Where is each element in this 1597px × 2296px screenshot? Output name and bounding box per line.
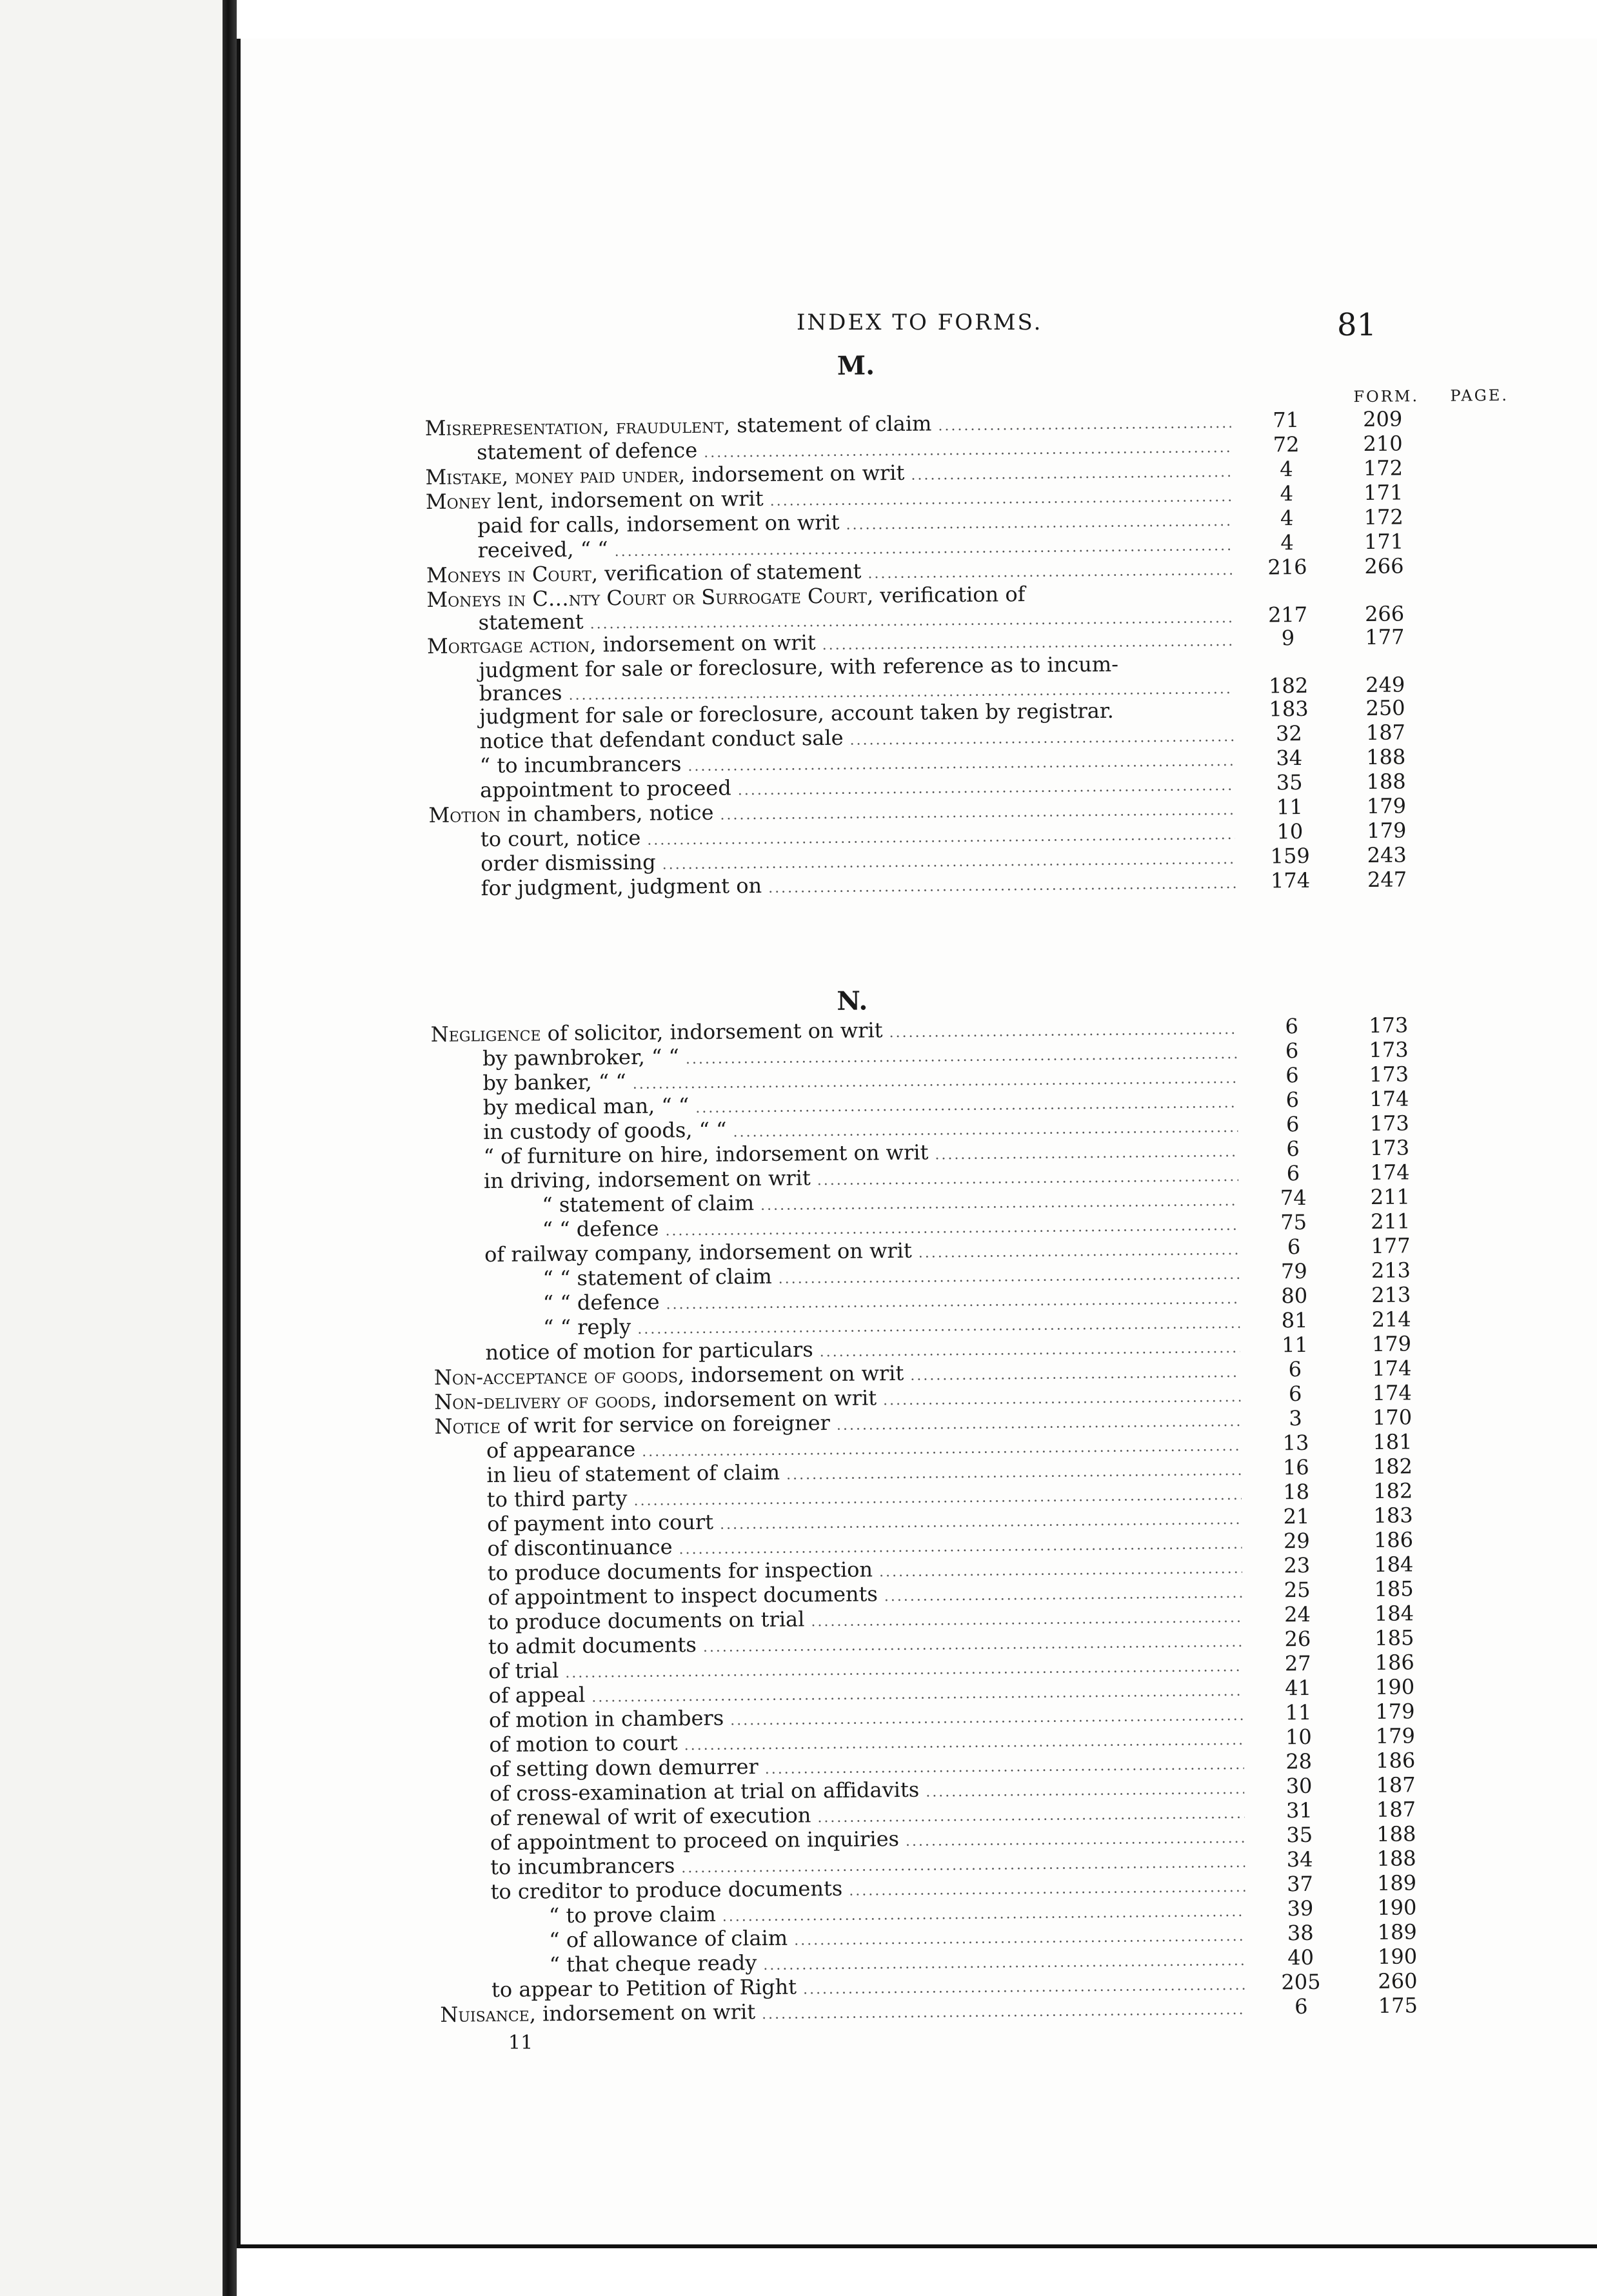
form-number: 159 bbox=[1270, 843, 1310, 869]
entry-description: to produce documents for inspection bbox=[487, 1557, 873, 1586]
entry-description: of appointment to proceed on inquiries bbox=[490, 1826, 900, 1856]
entry-heading: Moneys in C…nty Court or Surrogate Court, bbox=[426, 583, 874, 612]
form-number: 6 bbox=[1288, 1381, 1302, 1407]
page-reference: 186 bbox=[1375, 1748, 1416, 1773]
page-reference: 181 bbox=[1373, 1429, 1413, 1454]
entry-description: “ to incumbrancers bbox=[479, 751, 682, 778]
form-number: 9 bbox=[1281, 626, 1295, 651]
entry-text bbox=[431, 1140, 928, 1169]
entry-text bbox=[435, 1486, 628, 1512]
entry-heading: Mortgage action, bbox=[426, 632, 597, 658]
entry-text bbox=[435, 1460, 780, 1488]
page-reference: 247 bbox=[1367, 867, 1407, 892]
form-number: 11 bbox=[1276, 794, 1304, 820]
entry-description: to creditor to produce documents bbox=[490, 1875, 843, 1905]
dot-leader bbox=[884, 1581, 1243, 1609]
entry-heading: Money bbox=[425, 489, 491, 514]
entry-description: indorsement on writ bbox=[684, 1360, 904, 1388]
page-reference: 266 bbox=[1364, 601, 1405, 626]
entry-text bbox=[428, 751, 682, 778]
form-number: 13 bbox=[1282, 1430, 1309, 1456]
form-number: 34 bbox=[1276, 745, 1303, 771]
signature-mark: 11 bbox=[508, 2032, 533, 2054]
dot-leader bbox=[1118, 670, 1240, 671]
entry-text bbox=[436, 1581, 878, 1610]
entry-description: to appear to Petition of Right bbox=[491, 1974, 797, 2003]
page-reference: 179 bbox=[1367, 818, 1407, 843]
entry-description: of motion in chambers bbox=[488, 1705, 724, 1733]
entry-description: “ statement of claim bbox=[542, 1191, 755, 1218]
book-spine bbox=[223, 0, 237, 2296]
entry-text bbox=[437, 1706, 724, 1733]
entry-text bbox=[426, 510, 840, 539]
form-number: 3 bbox=[1289, 1405, 1302, 1431]
entry-text bbox=[435, 1510, 713, 1537]
entry-text bbox=[428, 682, 562, 705]
entry-text bbox=[432, 1191, 754, 1218]
entry-description: “ “ defence bbox=[542, 1289, 660, 1316]
entry-text bbox=[433, 1238, 912, 1267]
form-number: 26 bbox=[1284, 1626, 1311, 1652]
entry-description: statement of defence bbox=[476, 437, 698, 465]
page-title: INDEX TO FORMS. bbox=[797, 310, 1043, 335]
dot-leader bbox=[849, 725, 1234, 753]
page-reference: 173 bbox=[1369, 1111, 1409, 1136]
entry-description: by medical man, “ “ bbox=[482, 1093, 689, 1120]
entry-text bbox=[427, 630, 816, 658]
entry-description: verification of statement bbox=[597, 559, 862, 586]
page-reference: 182 bbox=[1373, 1478, 1413, 1503]
entry-text bbox=[427, 611, 584, 634]
entry-text bbox=[435, 1534, 672, 1561]
form-number: 4 bbox=[1280, 481, 1294, 506]
page-reference: 184 bbox=[1374, 1601, 1414, 1626]
page-reference: 172 bbox=[1364, 504, 1404, 530]
form-number: 27 bbox=[1284, 1650, 1311, 1676]
entry-description: to court, notice bbox=[480, 825, 641, 852]
entry-text bbox=[435, 1437, 636, 1463]
entry-text bbox=[428, 726, 843, 754]
form-number: 23 bbox=[1284, 1552, 1311, 1578]
dot-leader bbox=[811, 1606, 1242, 1634]
form-number: 6 bbox=[1285, 1063, 1299, 1088]
entry-text bbox=[431, 1044, 679, 1071]
page-reference: 177 bbox=[1371, 1233, 1411, 1258]
entry-description: “ that cheque ready bbox=[549, 1950, 757, 1977]
entry-description: of appearance bbox=[486, 1436, 636, 1463]
page-reference: 189 bbox=[1377, 1919, 1417, 1945]
page-reference: 266 bbox=[1364, 553, 1404, 579]
entry-text bbox=[432, 1165, 811, 1194]
page-reference: 170 bbox=[1372, 1405, 1413, 1430]
entry-description: of appeal bbox=[488, 1682, 586, 1708]
form-number: 217 bbox=[1267, 602, 1308, 628]
entry-heading: Mistake, money paid under, bbox=[425, 462, 686, 490]
form-number: 40 bbox=[1287, 1945, 1314, 1970]
entry-description: to incumbrancers bbox=[490, 1853, 675, 1880]
entry-description: for judgment, judgment on bbox=[481, 873, 762, 901]
entry-description: verification of bbox=[873, 582, 1026, 608]
dot-leader bbox=[883, 1385, 1241, 1413]
entry-description: in chambers, notice bbox=[500, 800, 714, 827]
entry-description: to admit documents bbox=[488, 1632, 697, 1659]
entry-text bbox=[425, 460, 904, 490]
entry-text bbox=[438, 1754, 759, 1782]
page-reference: 173 bbox=[1369, 1062, 1409, 1087]
entry-text bbox=[438, 1803, 811, 1831]
dot-leader bbox=[817, 1165, 1239, 1193]
form-number: 74 bbox=[1280, 1185, 1307, 1211]
entry-text bbox=[425, 411, 932, 440]
entry-text bbox=[437, 1658, 559, 1684]
entry-heading: Motion bbox=[428, 802, 501, 827]
entry-text bbox=[439, 1826, 899, 1856]
form-number: 38 bbox=[1287, 1920, 1314, 1946]
entry-description: in driving, indorsement on writ bbox=[483, 1165, 811, 1194]
entry-text bbox=[431, 1118, 727, 1145]
form-number: 81 bbox=[1281, 1307, 1308, 1333]
entry-description: “ “ defence bbox=[542, 1216, 659, 1242]
entry-text bbox=[440, 1999, 755, 2027]
entry-text bbox=[431, 1093, 689, 1120]
entry-description: judgment for sale or foreclosure, account taken by registrar. bbox=[479, 698, 1114, 729]
page-reference: 182 bbox=[1373, 1454, 1413, 1479]
page-reference: 187 bbox=[1365, 720, 1406, 745]
form-number: 6 bbox=[1285, 1112, 1300, 1137]
form-number: 6 bbox=[1294, 1994, 1308, 2019]
entry-description: brances bbox=[479, 680, 562, 706]
entry-text bbox=[433, 1264, 772, 1292]
page-reference: 188 bbox=[1376, 1846, 1416, 1871]
page-reference: 173 bbox=[1369, 1037, 1409, 1062]
form-number: 80 bbox=[1281, 1283, 1308, 1309]
entry-description: of solicitor, indorsement on writ bbox=[541, 1018, 883, 1046]
entry-description: lent, indorsement on writ bbox=[490, 486, 764, 513]
entry-description: to third party bbox=[486, 1486, 628, 1512]
entry-description: indorsement on writ bbox=[535, 1999, 756, 2026]
entry-text bbox=[433, 1290, 660, 1316]
page-reference: 174 bbox=[1369, 1086, 1409, 1111]
form-number: 6 bbox=[1286, 1136, 1300, 1162]
entry-description: of discontinuance bbox=[487, 1534, 673, 1561]
form-number: 182 bbox=[1268, 673, 1309, 698]
entry-text bbox=[434, 1410, 830, 1439]
entry-text bbox=[440, 1975, 797, 2003]
page-reference: 187 bbox=[1376, 1772, 1416, 1797]
entry-text bbox=[439, 1876, 842, 1905]
page-reference: 186 bbox=[1374, 1650, 1414, 1675]
entry-text bbox=[428, 775, 731, 803]
entry-description: in custody of goods, “ “ bbox=[483, 1117, 727, 1145]
entry-description: “ of allowance of claim bbox=[549, 1925, 788, 1953]
entry-description: by banker, “ “ bbox=[482, 1069, 626, 1096]
section-m bbox=[425, 406, 1436, 901]
entry-text bbox=[433, 1337, 813, 1365]
form-number: 29 bbox=[1283, 1528, 1310, 1554]
entry-text bbox=[439, 1902, 716, 1929]
entry-description: “ of furniture on hire, indorsement on writ bbox=[483, 1140, 929, 1169]
page-reference: 214 bbox=[1371, 1307, 1411, 1332]
entry-description: judgment for sale or foreclosure, with reference as to incum- bbox=[479, 651, 1119, 683]
entry-heading: Notice bbox=[434, 1413, 501, 1439]
entry-description: by pawnbroker, “ “ bbox=[482, 1044, 680, 1071]
entry-description: of trial bbox=[488, 1658, 559, 1684]
entry-heading: Non-acceptance of goods, bbox=[433, 1363, 685, 1390]
page-reference: 174 bbox=[1372, 1356, 1412, 1381]
dot-leader bbox=[926, 1777, 1244, 1805]
page-reference: 260 bbox=[1378, 1968, 1418, 1994]
dot-leader bbox=[918, 1238, 1240, 1266]
dot-leader bbox=[911, 460, 1231, 488]
form-number: 216 bbox=[1267, 554, 1307, 580]
page-reference: 188 bbox=[1366, 769, 1406, 794]
entry-text bbox=[426, 559, 862, 587]
column-head-page: PAGE. bbox=[1450, 386, 1509, 405]
page-reference: 210 bbox=[1363, 431, 1403, 457]
page-reference: 177 bbox=[1365, 624, 1405, 649]
entry-text bbox=[431, 1018, 883, 1047]
form-number: 32 bbox=[1275, 720, 1302, 746]
page-reference: 188 bbox=[1366, 744, 1406, 769]
form-number: 11 bbox=[1281, 1332, 1309, 1358]
page-reference: 174 bbox=[1372, 1380, 1412, 1405]
entry-heading: Moneys in Court, bbox=[426, 561, 599, 588]
form-number: 75 bbox=[1280, 1209, 1307, 1235]
entry-text bbox=[433, 1314, 631, 1341]
section-n bbox=[431, 1013, 1447, 2027]
page-reference: 171 bbox=[1364, 529, 1404, 555]
page-reference: 213 bbox=[1371, 1258, 1411, 1283]
entry-description: of setting down demurrer bbox=[489, 1754, 759, 1782]
form-number: 71 bbox=[1273, 407, 1300, 433]
entry-text bbox=[433, 1216, 659, 1243]
form-number: 6 bbox=[1287, 1234, 1301, 1260]
page-reference: 174 bbox=[1370, 1160, 1410, 1185]
entry-description: of renewal of writ of execution bbox=[490, 1803, 811, 1831]
dot-leader bbox=[906, 1826, 1245, 1854]
entry-description: notice that defendant conduct sale bbox=[479, 725, 844, 754]
form-number: 174 bbox=[1270, 867, 1311, 893]
form-number: 24 bbox=[1284, 1601, 1311, 1627]
page-reference bbox=[1336, 668, 1433, 669]
entry-text bbox=[437, 1632, 697, 1659]
page-number: 81 bbox=[1337, 307, 1377, 343]
dot-leader bbox=[849, 1875, 1245, 1904]
form-number: 72 bbox=[1273, 431, 1300, 457]
form-number: 6 bbox=[1285, 1014, 1299, 1039]
dot-leader bbox=[879, 1557, 1242, 1585]
entry-text bbox=[429, 850, 656, 876]
form-number: 205 bbox=[1281, 1969, 1321, 1995]
entry-description: order dismissing bbox=[481, 849, 656, 876]
form-number: 39 bbox=[1287, 1895, 1314, 1921]
page-reference: 171 bbox=[1364, 480, 1404, 506]
entry-text bbox=[429, 873, 762, 901]
form-number: 35 bbox=[1286, 1822, 1313, 1848]
entry-description: appointment to proceed bbox=[480, 775, 731, 803]
dot-leader bbox=[935, 1140, 1238, 1168]
entry-text bbox=[439, 1950, 757, 1978]
entry-text bbox=[429, 826, 641, 852]
page-reference: 249 bbox=[1365, 672, 1405, 697]
dot-leader bbox=[889, 1018, 1237, 1045]
page-reference: 211 bbox=[1370, 1209, 1411, 1234]
page-reference: 179 bbox=[1375, 1723, 1416, 1748]
page-reference: 250 bbox=[1365, 695, 1405, 720]
page-reference: 211 bbox=[1370, 1184, 1411, 1209]
entry-description: paid for calls, indorsement on writ bbox=[477, 510, 840, 539]
page-reference: 184 bbox=[1374, 1552, 1414, 1577]
page-reference: 175 bbox=[1378, 1993, 1418, 2018]
page-reference: 179 bbox=[1375, 1699, 1415, 1724]
entry-description: of appointment to inspect documents bbox=[488, 1581, 878, 1610]
section-letter-m: M. bbox=[837, 350, 875, 381]
page-reference: 179 bbox=[1366, 793, 1407, 818]
entry-description: “ “ statement of claim bbox=[542, 1263, 772, 1291]
dot-leader bbox=[910, 1361, 1240, 1389]
form-number: 6 bbox=[1285, 1087, 1300, 1113]
form-number: 10 bbox=[1276, 818, 1304, 844]
entry-text bbox=[439, 1853, 675, 1880]
dot-leader bbox=[837, 1410, 1241, 1438]
column-head-form: FORM. bbox=[1353, 387, 1420, 406]
form-number: 30 bbox=[1285, 1773, 1313, 1799]
page-reference: 187 bbox=[1376, 1797, 1416, 1822]
entry-description: “ “ reply bbox=[543, 1314, 631, 1340]
entry-description: to produce documents on trial bbox=[488, 1607, 805, 1635]
dot-leader bbox=[1114, 717, 1240, 718]
page-reference: 185 bbox=[1374, 1625, 1414, 1650]
form-number: 183 bbox=[1269, 696, 1309, 722]
entry-description: “ to prove claim bbox=[548, 1901, 716, 1928]
form-number: 6 bbox=[1286, 1161, 1300, 1186]
page-reference bbox=[1336, 597, 1433, 598]
page-reference: 172 bbox=[1363, 455, 1404, 481]
entry-description: statement of claim bbox=[729, 411, 932, 438]
form-number: 10 bbox=[1285, 1724, 1312, 1750]
form-number: 21 bbox=[1283, 1503, 1310, 1529]
entry-text bbox=[436, 1557, 873, 1585]
dot-leader bbox=[1026, 599, 1240, 601]
entry-description: of cross-examination at trial on affidavits bbox=[489, 1777, 920, 1806]
entry-description: notice of motion for particulars bbox=[485, 1337, 813, 1365]
form-number: 25 bbox=[1284, 1577, 1311, 1603]
page-reference: 189 bbox=[1376, 1870, 1417, 1895]
entry-description: of railway company, indorsement on writ bbox=[484, 1238, 912, 1267]
page-reference: 188 bbox=[1376, 1821, 1416, 1846]
page-reference: 209 bbox=[1363, 406, 1403, 432]
entry-text bbox=[426, 486, 764, 514]
form-number: 34 bbox=[1286, 1846, 1313, 1872]
entry-description: in lieu of statement of claim bbox=[486, 1460, 780, 1488]
form-number: 4 bbox=[1280, 530, 1294, 555]
page-reference: 173 bbox=[1369, 1013, 1409, 1038]
form-number: 28 bbox=[1285, 1748, 1313, 1774]
form-number bbox=[1239, 598, 1336, 599]
dot-leader bbox=[803, 1974, 1246, 2003]
dot-leader bbox=[762, 1998, 1247, 2027]
page-reference: 183 bbox=[1373, 1503, 1413, 1528]
entry-description: received, “ “ bbox=[477, 537, 608, 563]
form-number: 4 bbox=[1280, 457, 1293, 482]
facing-page bbox=[0, 0, 224, 2296]
page-reference: 243 bbox=[1367, 842, 1407, 867]
entry-text bbox=[437, 1683, 585, 1708]
form-number: 11 bbox=[1285, 1699, 1312, 1725]
section-letter-n: N. bbox=[837, 985, 868, 1016]
form-number: 79 bbox=[1280, 1258, 1307, 1284]
form-number: 31 bbox=[1285, 1797, 1313, 1823]
page-reference: 213 bbox=[1371, 1282, 1411, 1307]
form-number: 16 bbox=[1282, 1454, 1309, 1480]
entry-heading: Negligence bbox=[430, 1021, 541, 1047]
entry-description: statement bbox=[478, 609, 584, 635]
entry-text bbox=[439, 1926, 788, 1954]
form-number: 35 bbox=[1276, 769, 1303, 795]
entry-text bbox=[425, 438, 697, 465]
dot-leader bbox=[768, 872, 1236, 901]
entry-heading: Nuisance, bbox=[440, 2001, 537, 2027]
entry-text bbox=[436, 1607, 804, 1634]
dot-leader bbox=[846, 510, 1232, 538]
entry-description: indorsement on writ bbox=[596, 630, 816, 657]
form-number: 18 bbox=[1283, 1479, 1310, 1505]
page-reference: 185 bbox=[1374, 1576, 1414, 1601]
entry-description: of motion to court bbox=[489, 1730, 678, 1757]
entry-description: of payment into court bbox=[486, 1509, 714, 1537]
entry-text bbox=[434, 1385, 877, 1414]
entry-text bbox=[438, 1777, 919, 1806]
page-reference: 173 bbox=[1369, 1135, 1410, 1160]
entry-heading: Misrepresentation, fraudulent, bbox=[424, 413, 731, 440]
entry-heading: Non-delivery of goods, bbox=[434, 1387, 658, 1414]
page-reference: 190 bbox=[1374, 1674, 1415, 1699]
entry-description: indorsement on writ bbox=[685, 460, 905, 488]
entry-description: of writ for service on foreigner bbox=[500, 1410, 831, 1438]
form-number: 6 bbox=[1288, 1356, 1302, 1382]
index-page bbox=[237, 39, 1597, 2248]
entry-text bbox=[431, 1069, 626, 1096]
page-reference: 186 bbox=[1373, 1527, 1414, 1552]
dot-leader bbox=[938, 411, 1231, 439]
page-reference: 179 bbox=[1371, 1331, 1412, 1356]
form-number: 6 bbox=[1285, 1038, 1299, 1064]
form-number: 41 bbox=[1285, 1675, 1312, 1701]
page-reference: 190 bbox=[1377, 1944, 1418, 1969]
entry-text bbox=[428, 800, 713, 827]
entry-text bbox=[437, 1730, 678, 1757]
entry-text bbox=[426, 537, 608, 563]
form-number: 37 bbox=[1286, 1871, 1314, 1897]
entry-description: indorsement on writ bbox=[657, 1385, 877, 1412]
page-reference: 190 bbox=[1377, 1895, 1417, 1920]
form-number: 4 bbox=[1280, 506, 1294, 531]
